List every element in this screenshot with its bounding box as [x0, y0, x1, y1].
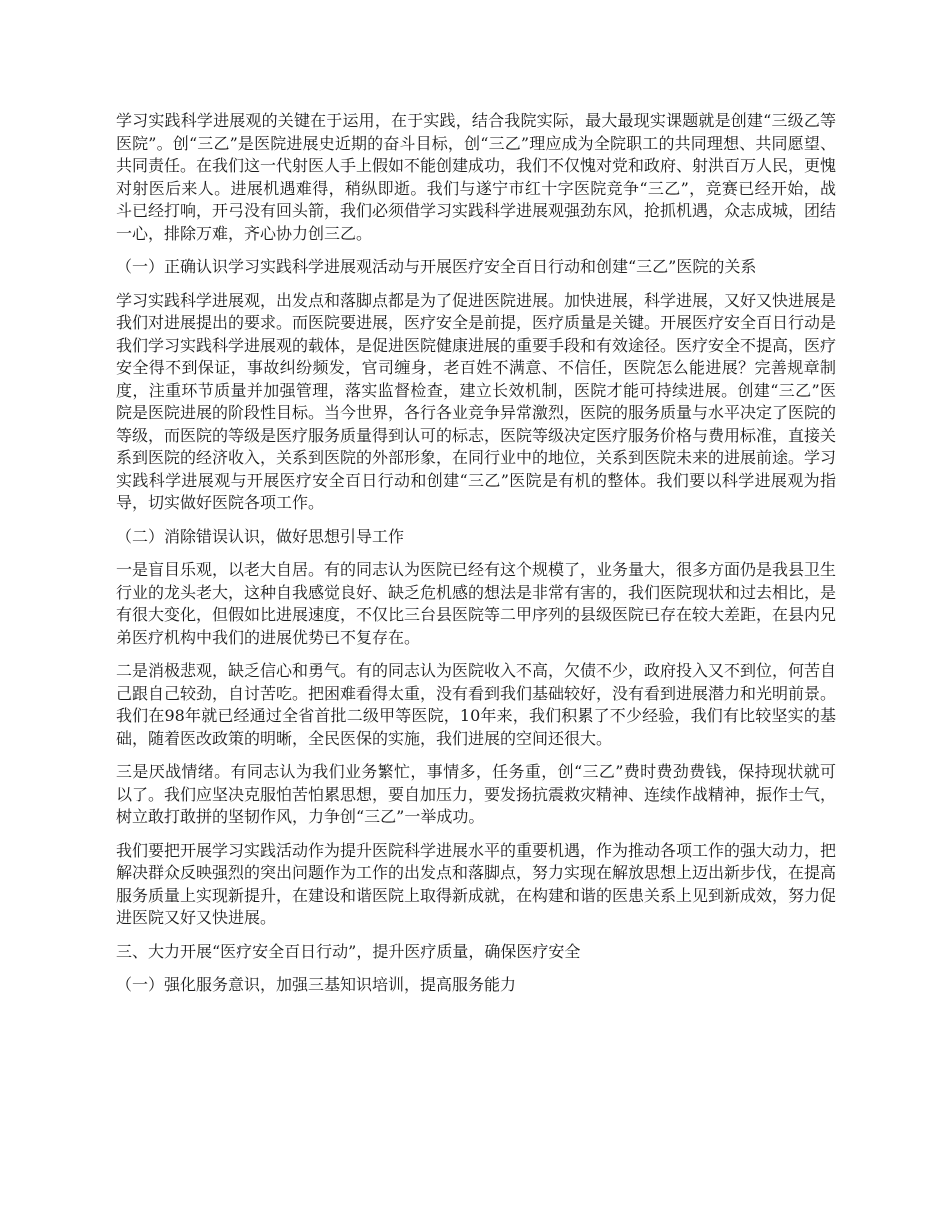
paragraph-point-three: 三是厌战情绪。有同志认为我们业务繁忙，事情多，任务重，创“三乙”费时费劲费钱，保持现状就可以了。我们应坚决克服怕苦怕累思想，要自加压力，要发扬抗震救灾精神、连续作战精神，振作士气，树立敢打敢拼的坚韧作风，力争创“三乙”一举成功。 [116, 762, 837, 826]
paragraph-relationship: 学习实践科学进展观，出发点和落脚点都是为了促进医院进展。加快进展，科学进展，又好又快进展是我们对进展提出的要求。而医院要进展，医疗安全是前提，医疗质量是关键。开展医疗安全百日行动是我们学习实践科学进展观的载体，是促进医院健康进展的重要手段和有效途径。医疗安全不提高，医疗安全得不到保证，事故纠纷频发，官司缠身，老百姓不满意、不信任，医院怎么能进展？完善规章制度，注重环节质量并加强管理，落实监督检查，建立长效机制，医院才能可持续进展。创建“三乙”医院是医院进展的阶段性目标。当今世界，各行各业竞争异常激烈，医院的服务质量与水平决定了医院的等级，而医院的等级是医疗服务质量得到认可的标志，医院等级决定医疗服务价格与费用标准，直接关系到医院的经济收入，关系到医院的外部形象，在同行业中的地位，关系到医院未来的进展前途。学习实践科学进展观与开展医疗安全百日行动和创建“三乙”医院是有机的整体。我们要以科学进展观为指导，切实做好医院各项工作。 [116, 290, 837, 512]
section-heading-2: （二）消除错误认识，做好思想引导工作 [116, 526, 405, 546]
chapter-heading-3: 三、大力开展“医疗安全百日行动”，提升医疗质量，确保医疗安全 [116, 941, 581, 961]
section-heading-3-1: （一）强化服务意识，加强三基知识培训，提高服务能力 [116, 975, 517, 994]
paragraph-intro: 学习实践科学进展观的关键在于运用，在于实践，结合我院实际，最大最现实课题就是创建“三级乙等医院”。创“三乙”是医院进展史近期的奋斗目标，创“三乙”理应成为全院职工的共同理想、共同愿望、共同责任。在我们这一代射医人手上假如不能创建成功，我们不仅愧对党和政府、射洪百万人民，更愧对射医后来人。进展机遇难得，稍纵即逝。我们与遂宁市红十字医院竞争“三乙”，竞赛已经开始，战斗已经打响，开弓没有回头箭，我们必须借学习实践科学进展观强劲东风，抢抓机遇，众志成城，团结一心，排除万难，齐心协力创三乙。 [116, 111, 837, 243]
document-page [116, 110, 836, 1008]
section-heading-1: （一）正确认识学习实践科学进展观活动与开展医疗安全百日行动和创建“三乙”医院的关系 [116, 257, 757, 276]
paragraph-summary: 我们要把开展学习实践活动作为提升医院科学进展水平的重要机遇，作为推动各项工作的强大动力，把解决群众反映强烈的突出问题作为工作的出发点和落脚点，努力实现在解放思想上迈出新步伐，在提高服务质量上实现新提升，在建设和谐医院上取得新成就，在构建和谐的医患关系上见到新成效，努力促进医院又好又快进展。 [116, 840, 837, 927]
paragraph-point-two: 二是消极悲观，缺乏信心和勇气。有的同志认为医院收入不高，欠债不少，政府投入又不到位，何苦自己跟自己较劲，自讨苦吃。把困难看得太重，没有看到我们基础较好，没有看到进展潜力和光明前景。我们在98年就已经通过全省首批二级甲等医院，10年来，我们积累了不少经验，我们有比较坚实的基础，随着医改政策的明晰，全民医保的实施，我们进展的空间还很大。 [116, 661, 837, 748]
paragraph-point-one: 一是盲目乐观，以老大自居。有的同志认为医院已经有这个规模了，业务量大，很多方面仍是我县卫生行业的龙头老大，这种自我感觉良好、缺乏危机感的想法是非常有害的，我们医院现状和过去相比，是有很大变化，但假如比进展速度，不仅比三台县医院等二甲序列的县级医院已存在较大差距，在县内兄弟医疗机构中我们的进展优势已不复存在。 [116, 560, 837, 647]
